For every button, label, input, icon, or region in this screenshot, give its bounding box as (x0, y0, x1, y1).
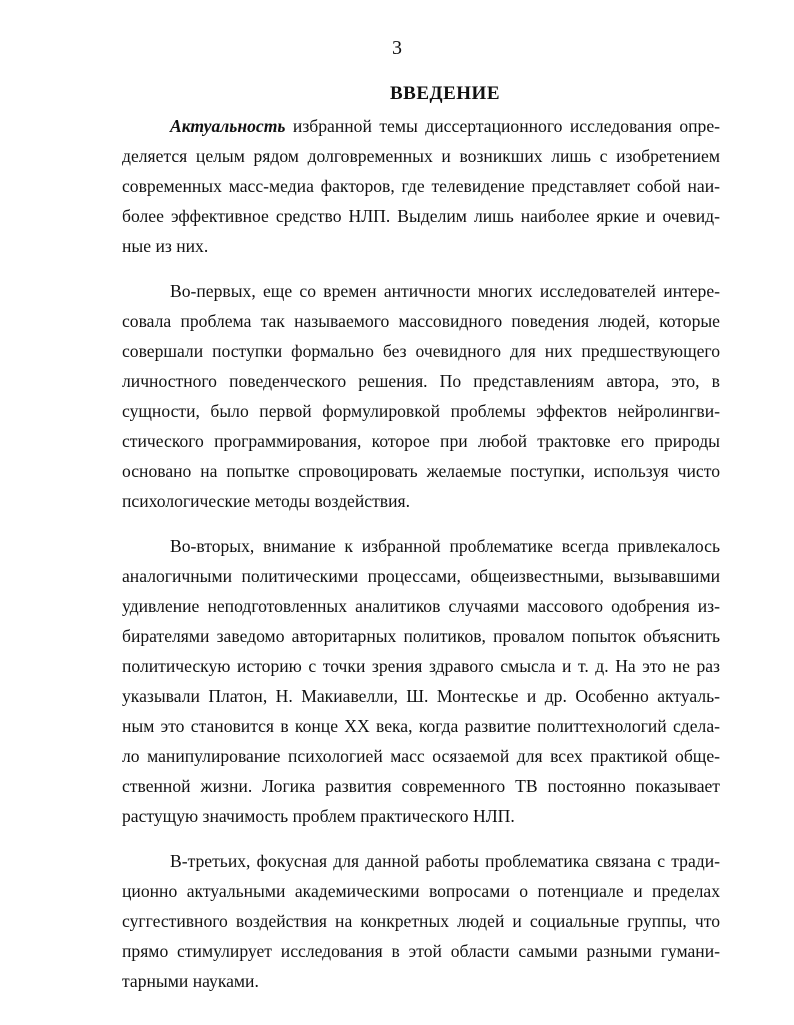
text-line: стического программирования, которое при любой трактовке его природы (122, 431, 720, 451)
text-line: Во-вторых, внимание к избранной проблематике всегда привлекалось (170, 536, 720, 556)
text-line: более эффективное средство НЛП. Выделим лишь наиболее яркие и очевид- (122, 206, 720, 226)
text-line: бирателями заведомо авторитарных политиков, провалом попыток объяснить (122, 626, 720, 646)
text-line: Актуальность избранной темы диссертационного исследования опре- (170, 116, 720, 136)
section-heading: ВВЕДЕНИЕ (390, 83, 500, 104)
text-line: растущую значимость проблем практического НЛП. (122, 806, 515, 826)
text-line: аналогичными политическими процессами, общеизвестными, вызывавшими (122, 566, 720, 586)
text-line: удивление неподготовленных аналитиков случаями массового одобрения из- (122, 596, 720, 616)
text-line: сущности, было первой формулировкой проблемы эффектов нейролингви- (122, 401, 720, 421)
text-line: В-третьих, фокусная для данной работы проблематика связана с тради- (170, 851, 720, 871)
text-line: ционно актуальными академическими вопросами о потенциале и пределах (122, 881, 720, 901)
paragraph-third (122, 846, 720, 996)
paragraph-second (122, 531, 720, 831)
text-line: прямо стимулирует исследования в этой области самыми разными гумани- (122, 941, 720, 961)
text-line: ственной жизни. Логика развития современного ТВ постоянно показывает (122, 776, 720, 796)
page-number: 3 (392, 37, 402, 59)
text-line: современных масс-медиа факторов, где телевидение представляет собой наи- (122, 176, 720, 196)
text-line: совала проблема так называемого массовидного поведения людей, которые (122, 311, 720, 331)
text-line: деляется целым рядом долговременных и возникших лишь с изобретением (122, 146, 720, 166)
text-line: тарными науками. (122, 971, 259, 991)
text-line: личностного поведенческого решения. По представлениям автора, это, в (122, 371, 720, 391)
text-line: основано на попытке спровоцировать желаемые поступки, используя чисто (122, 461, 720, 481)
text-line: указывали Платон, Н. Макиавелли, Ш. Монтескье и др. Особенно актуаль- (122, 686, 720, 706)
text-line: ло манипулирование психологией масс осязаемой для всех практикой обще- (122, 746, 720, 766)
emphasized-term: Актуальность (170, 116, 286, 136)
paragraph-first (122, 276, 720, 516)
text-line: суггестивного воздействия на конкретных людей и социальные группы, что (122, 911, 720, 931)
text-line: психологические методы воздействия. (122, 491, 410, 511)
text-line: ным это становится в конце XX века, когда развитие политтехнологий сдела- (122, 716, 720, 736)
paragraph-relevance (122, 111, 720, 261)
text-line: совершали поступки формально без очевидного для них предшествующего (122, 341, 720, 361)
text-line: ные из них. (122, 236, 209, 256)
text-line: политическую историю с точки зрения здравого смысла и т. д. На это не раз (122, 656, 720, 676)
document-body (122, 111, 720, 1011)
text-line: Во-первых, еще со времен античности многих исследователей интере- (170, 281, 720, 301)
